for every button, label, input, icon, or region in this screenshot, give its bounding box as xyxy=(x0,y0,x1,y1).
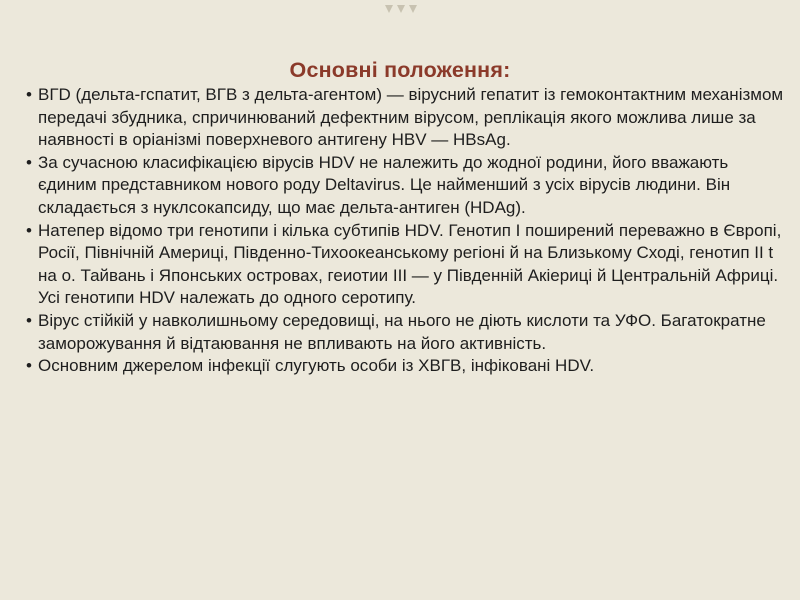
bullet-text: Основним джерелом інфекції слугують особи із ХВГВ, інфіковані HDV. xyxy=(38,356,595,376)
bullet-item xyxy=(26,355,786,378)
bullet-dot: • xyxy=(26,310,32,330)
bullet-dot: • xyxy=(26,220,32,240)
bullet-dot: • xyxy=(26,356,32,376)
bullet-text: ВГD (дельта-гспатит, ВГВ з дельта-агентом) — вірусний гепатит із гемоконтактним механізмом передачі збудника, спричинюваний дефектним вірусом, реплікація якого можлива лише за наявності в оріанізмі поверхневого антигену HBV — HBsAg. xyxy=(38,85,784,150)
slide-title: Основні положення: xyxy=(289,58,511,82)
top-decoration xyxy=(385,5,417,17)
bullet-dot: • xyxy=(26,85,32,104)
bullet-text: Вірус стійкій у навколишньому середовищі, на нього не діють кислоти та УФО. Багатократне заморожування й відтаювання не впливають на його активність. xyxy=(38,310,766,353)
decoration-chevron-icon xyxy=(385,5,393,13)
bullet-text: Натепер відомо три генотипи і кілька субтипів HDV. Генотип І поширений переважно в Європі, Росії, Північній Америці, Південно-Тихоокеанському регіоні й на Близькому Сході, генотип II t на о. Тайвань і Японських островах, геиотии III — у Південній Акіериці й Центральній Африці. Усі генотипи HDV належать до одного серотипу. xyxy=(38,220,782,308)
bullet-item xyxy=(26,84,786,152)
bullet-item xyxy=(26,220,786,310)
bullet-text: За сучасною класифікацією вірусів HDV не належить до жодної родини, його вважають єдиним представником нового роду Deltavirus. Це найменший з усіх вірусів людини. Він складається з нуклсокапсиду, що має дельта-антиген (HDAg). xyxy=(38,152,731,217)
decoration-chevron-icon xyxy=(409,5,417,13)
bullet-dot: • xyxy=(26,152,32,172)
decoration-chevron-icon xyxy=(397,5,405,13)
bullet-item xyxy=(26,152,786,220)
bullet-item xyxy=(26,310,786,355)
bullet-list xyxy=(26,84,786,378)
